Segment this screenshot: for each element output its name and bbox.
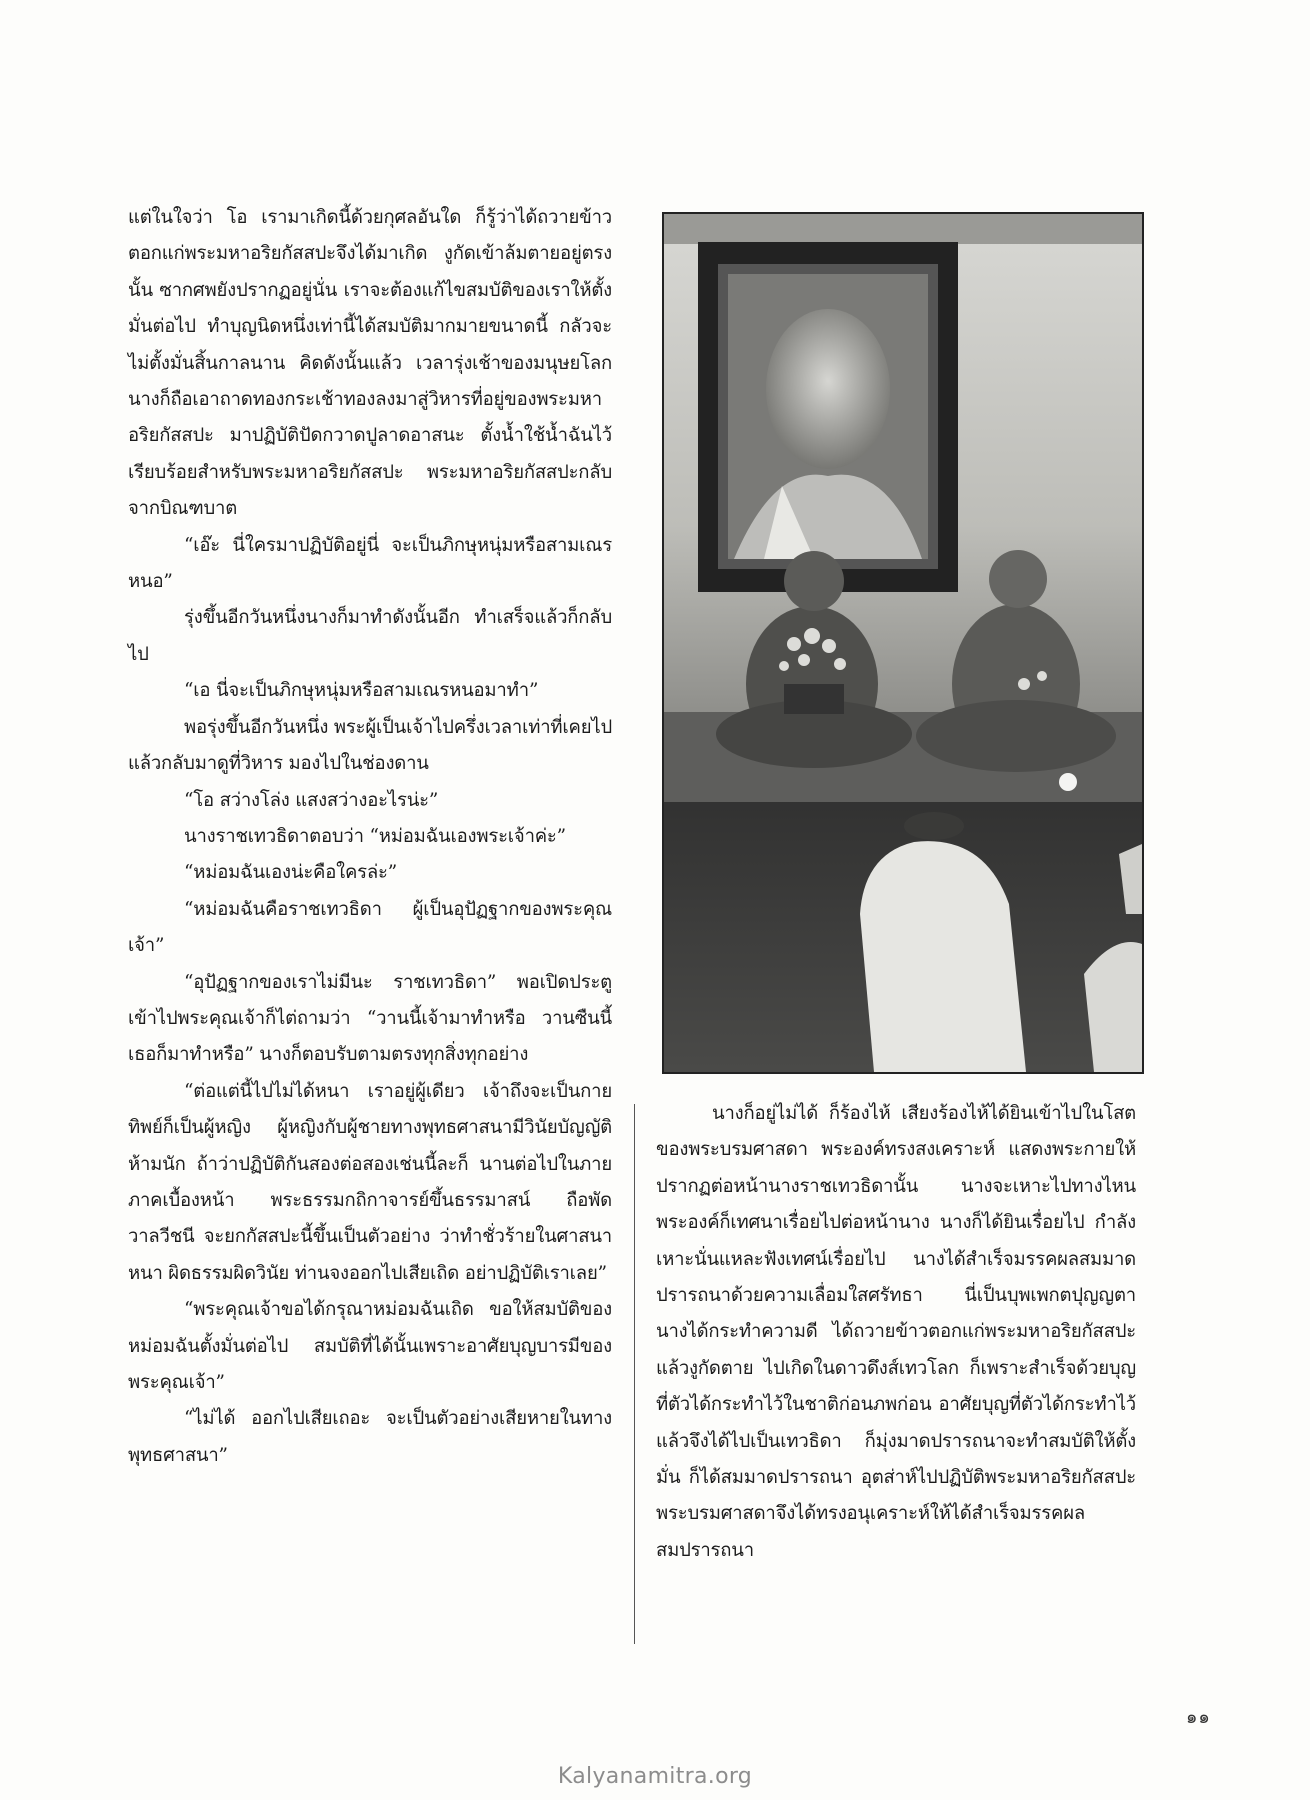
column-divider xyxy=(634,1104,635,1644)
paragraph: พอรุ่งขึ้นอีกวันหนึ่ง พระผู้เป็นเจ้าไปครึ่งเวลาเท่าที่เคยไป แล้วกลับมาดูที่วิหาร มองไปในช่องดาน xyxy=(128,716,612,775)
site-credit: Kalyanamitra.org xyxy=(557,1764,753,1789)
page-number: ๑๑ xyxy=(1186,1707,1211,1728)
paragraph: “เอ๊ะ นี่ใครมาปฏิบัติอยู่นี่ จะเป็นภิกษุหนุ่มหรือสามเณรหนอ” xyxy=(128,534,612,593)
monks-photo xyxy=(662,212,1144,1074)
paragraph: นางราชเทวธิดาตอบว่า “หม่อมฉันเองพระเจ้าค่ะ” xyxy=(184,825,566,847)
paragraph: “ไม่ได้ ออกไปเสียเถอะ จะเป็นตัวอย่างเสียหายในทางพุทธศาสนา” xyxy=(128,1408,612,1466)
paragraph: “หม่อมฉันคือราชเทวธิดา ผู้เป็นอุปัฏฐากของพระคุณเจ้า” xyxy=(128,898,612,957)
paragraph: แต่ในใจว่า โอ เรามาเกิดนี้ด้วยกุศลอันใด ก็รู้ว่าได้ถวายข้าวตอกแก่พระมหาอริยกัสสปะจึงได้มาเกิด งูกัดเข้าล้มตายอยู่ตรงนั้น ซากศพยังปรากฏอยู่นั่น เราจะต้องแก้ไขสมบัติของเราให้ตั้งมั่นต่อไป ทำบุญนิดหนึ่งเท่านี้ได้สมบัติมากมายขนาดนี้ กลัวจะไม่ตั้งมั่นสิ้นกาลนาน คิดดังนั้นแล้ว เวลารุ่งเช้าของมนุษยโลก นางก็ถือเอาถาดทองกระเช้าทองลงมาสู่วิหารที่อยู่ของพระมหาอริยกัสสปะ มาปฏิบัติปัดกวาดปูลาดอาสนะ ตั้งน้ำใช้น้ำฉันไว้เรียบร้อยสำหรับพระมหาอริยกัสสปะ พระมหาอริยกัสสปะกลับจากบิณฑบาต xyxy=(128,207,612,520)
paragraph: “หม่อมฉันเองน่ะคือใครล่ะ” xyxy=(184,862,398,884)
paragraph: “โอ สว่างโล่ง แสงสว่างอะไรน่ะ” xyxy=(184,789,439,811)
photo-illustration xyxy=(664,214,1142,1072)
right-text-column xyxy=(656,1096,1136,1569)
paragraph: รุ่งขึ้นอีกวันหนึ่งนางก็มาทำดังนั้นอีก ทำเสร็จแล้วก็กลับไป xyxy=(128,607,612,665)
paragraph: “อุปัฏฐากของเราไม่มีนะ ราชเทวธิดา” พอเปิดประตูเข้าไปพระคุณเจ้าก็ไต่ถามว่า “วานนี้เจ้ามาทำหรือ วานซืนนี้เธอก็มาทำหรือ” นางก็ตอบรับตามตรงทุกสิ่งทุกอย่าง xyxy=(128,971,612,1066)
paragraph: “พระคุณเจ้าขอได้กรุณาหม่อมฉันเถิด ขอให้สมบัติของหม่อมฉันตั้งมั่นต่อไป สมบัติที่ได้นั้นเพราะอาศัยบุญบารมีของพระคุณเจ้า” xyxy=(128,1299,612,1393)
paragraph: “ต่อแต่นี้ไปไม่ได้หนา เราอยู่ผู้เดียว เจ้าถึงจะเป็นกายทิพย์ก็เป็นผู้หญิง ผู้หญิงกับผู้ชายทางพุทธศาสนามีวินัยบัญญัติห้ามนัก ถ้าว่าปฏิบัติกันสองต่อสองเช่นนี้ละก็ นานต่อไปในภายภาคเบื้องหน้า พระธรรมกถิกาจารย์ขึ้นธรรมาสน์ ถือพัดวาลวีชนี จะยกกัสสปะนี้ขึ้นเป็นตัวอย่าง ว่าทำชั่วร้ายในศาสนาหนา ผิดธรรมผิดวินัย ท่านจงออกไปเสียเถิด อย่าปฏิบัติเราเลย” xyxy=(128,1080,612,1284)
left-text-column xyxy=(128,200,612,1474)
paragraph: “เอ นี่จะเป็นภิกษุหนุ่มหรือสามเณรหนอมาทำ” xyxy=(184,680,539,702)
paragraph: นางก็อยู่ไม่ได้ ก็ร้องไห้ เสียงร้องไห้ได้ยินเข้าไปในโสตของพระบรมศาสดา พระองค์ทรงสงเคราะห์ แสดงพระกายให้ปรากฏต่อหน้านางราชเทวธิดานั้น นางจะเหาะไปทางไหนพระองค์ก็เทศนาเรื่อยไปต่อหน้านาง นางก็ได้ยินเรื่อยไป กำลังเหาะนั่นแหละฟังเทศน์เรื่อยไป นางได้สำเร็จมรรคผลสมมาดปรารถนาด้วยความเลื่อมใสศรัทธา นี่เป็นบุพเพกตปุญญตา นางได้กระทำความดี ได้ถวายข้าวตอกแก่พระมหาอริยกัสสปะ แล้วงูกัดตาย ไปเกิดในดาวดึงส์เทวโลก ก็เพราะสำเร็จด้วยบุญที่ตัวได้กระทำไว้ในชาติก่อนภพก่อน อาศัยบุญที่ตัวได้กระทำไว้แล้วจึงได้ไปเป็นเทวธิดา ก็มุ่งมาดปรารถนาจะทำสมบัติให้ตั้งมั่น ก็ได้สมมาดปรารถนา อุตส่าห์ไปปฏิบัติพระมหาอริยกัสสปะ พระบรมศาสดาจึงได้ทรงอนุเคราะห์ให้ได้สำเร็จมรรคผลสมปรารถนา xyxy=(656,1103,1136,1561)
